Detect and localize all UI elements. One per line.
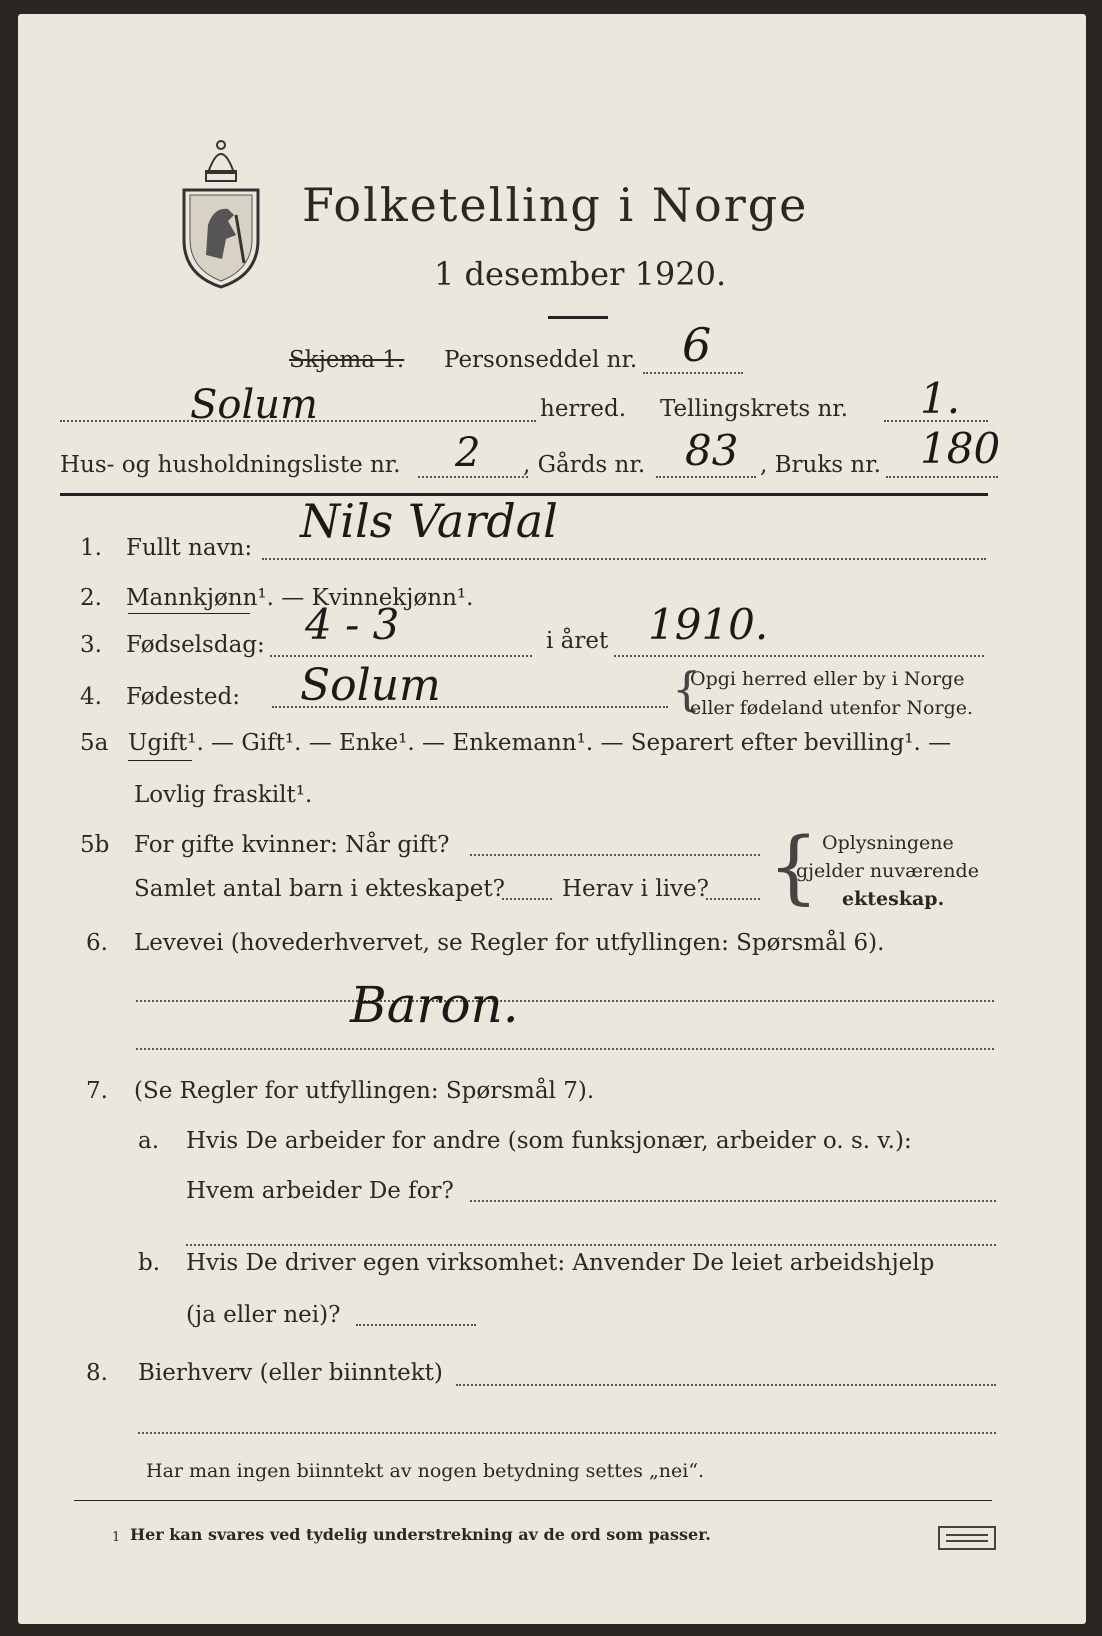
- title-divider: [548, 316, 608, 319]
- marriage-note-line2: gjelder nuværende: [796, 860, 979, 882]
- gards-label: , Gårds nr.: [523, 452, 646, 478]
- question-7a-line1: Hvis De arbeider for andre (som funksjonær, arbeider o. s. v.):: [186, 1128, 912, 1154]
- question-2-number: 2.: [80, 585, 102, 611]
- birthplace-note-brace: {: [672, 662, 702, 716]
- question-1-number: 1.: [80, 535, 102, 561]
- occupation-label: Levevei (hovederhvervet, se Regler for utfyllingen: Spørsmål 6).: [134, 930, 885, 956]
- herred-value[interactable]: Solum: [190, 382, 318, 428]
- gards-field-line: [656, 476, 756, 478]
- question-7b-letter: b.: [138, 1250, 161, 1276]
- children-count-label: Samlet antal barn i ekteskapet?: [134, 876, 505, 902]
- children-count-field-line: [502, 898, 552, 900]
- marriage-note-line1: Oplysningene: [822, 832, 954, 854]
- personseddel-label: Personseddel nr.: [444, 347, 638, 373]
- question-6-number: 6.: [86, 930, 108, 956]
- footnote-mark: 1: [112, 1530, 121, 1545]
- gender-options[interactable]: Mannkjønn¹. — Kvinnekjønn¹.: [126, 585, 474, 611]
- personseddel-field-line: [643, 372, 743, 374]
- herred-label: herred.: [540, 396, 627, 422]
- side-income-label: Bierhverv (eller biinntekt): [138, 1360, 443, 1386]
- birthplace-value[interactable]: Solum: [300, 660, 441, 711]
- question-7-number: 7.: [86, 1078, 108, 1104]
- bruks-field-line: [886, 476, 998, 478]
- question-8-number: 8.: [86, 1360, 108, 1386]
- full-name-field-line: [262, 558, 986, 560]
- question-5a-number: 5a: [80, 730, 109, 756]
- footnote-text: Her kan svares ved tydelig understrekning av de ord som passer.: [130, 1525, 711, 1544]
- form-title: Folketelling i Norge: [302, 178, 809, 232]
- question-5b-number: 5b: [80, 832, 110, 858]
- norway-coat-of-arms-logo: [178, 135, 264, 290]
- census-date: 1 desember 1920.: [434, 255, 727, 293]
- question-4-number: 4.: [80, 684, 102, 710]
- full-name-label: Fullt navn:: [126, 535, 253, 561]
- birthday-label: Fødselsdag:: [126, 632, 265, 658]
- birth-year-label: i året: [546, 628, 609, 654]
- marriage-note-brace: {: [768, 820, 819, 913]
- employer-label: Hvem arbeider De for?: [186, 1178, 454, 1204]
- personseddel-value[interactable]: 6: [682, 318, 712, 372]
- question-3-number: 3.: [80, 632, 102, 658]
- birth-year-value[interactable]: 1910.: [648, 600, 769, 649]
- herred-field-line: [60, 420, 536, 422]
- hired-help-label: (ja eller nei)?: [186, 1302, 341, 1328]
- bruks-value[interactable]: 180: [920, 424, 1001, 473]
- question-7b-line1: Hvis De driver egen virksomhet: Anvender De leiet arbeidshjelp: [186, 1250, 935, 1276]
- birthday-field-line: [270, 655, 532, 657]
- printer-stamp-logo: [938, 1526, 996, 1550]
- footnote-divider: [74, 1500, 992, 1501]
- marital-underline-ugift: [128, 760, 192, 761]
- hired-help-field-line: [356, 1324, 476, 1326]
- marital-status-options[interactable]: Ugift¹. — Gift¹. — Enke¹. — Enkemann¹. — Separert efter bevilling¹. —: [128, 730, 952, 756]
- birthplace-note-line2: eller fødeland utenfor Norge.: [690, 697, 974, 719]
- skjema-label: Skjema 1.: [289, 347, 405, 373]
- husliste-value[interactable]: 2: [455, 430, 481, 476]
- husliste-label: Hus- og husholdningsliste nr.: [60, 452, 401, 478]
- tellingskrets-value[interactable]: 1.: [920, 374, 961, 423]
- children-alive-field-line: [706, 898, 760, 900]
- employer-field-line-2: [186, 1244, 996, 1246]
- question-7a-letter: a.: [138, 1128, 160, 1154]
- full-name-value[interactable]: Nils Vardal: [300, 494, 558, 548]
- question-7-label: (Se Regler for utfyllingen: Spørsmål 7).: [134, 1078, 595, 1104]
- husliste-field-line: [418, 476, 528, 478]
- occupation-value[interactable]: Baron.: [350, 976, 519, 1034]
- birth-year-field-line: [614, 655, 984, 657]
- employer-field-line-1: [470, 1200, 996, 1202]
- birthplace-label: Fødested:: [126, 684, 241, 710]
- bruks-label: , Bruks nr.: [760, 452, 881, 478]
- gards-value[interactable]: 83: [685, 426, 739, 475]
- birthday-value[interactable]: 4 - 3: [305, 600, 400, 649]
- birthplace-note-line1: Opgi herred eller by i Norge: [690, 668, 965, 690]
- gender-underline-mannkjonn: [128, 613, 250, 614]
- marriage-note-line3: ekteskap.: [842, 888, 945, 910]
- marital-status-options-line2[interactable]: Lovlig fraskilt¹.: [134, 782, 313, 808]
- occupation-field-line-1: [136, 1000, 994, 1002]
- side-income-field-line-2: [138, 1432, 996, 1434]
- children-alive-label: Herav i live?: [562, 876, 709, 902]
- married-when-field-line: [470, 854, 760, 856]
- side-income-field-line-1: [456, 1384, 996, 1386]
- tellingskrets-label: Tellingskrets nr.: [660, 396, 849, 422]
- married-when-label: For gifte kvinner: Når gift?: [134, 832, 450, 858]
- side-income-note: Har man ingen biinntekt av nogen betydning settes „nei“.: [146, 1460, 705, 1482]
- occupation-field-line-2: [136, 1048, 994, 1050]
